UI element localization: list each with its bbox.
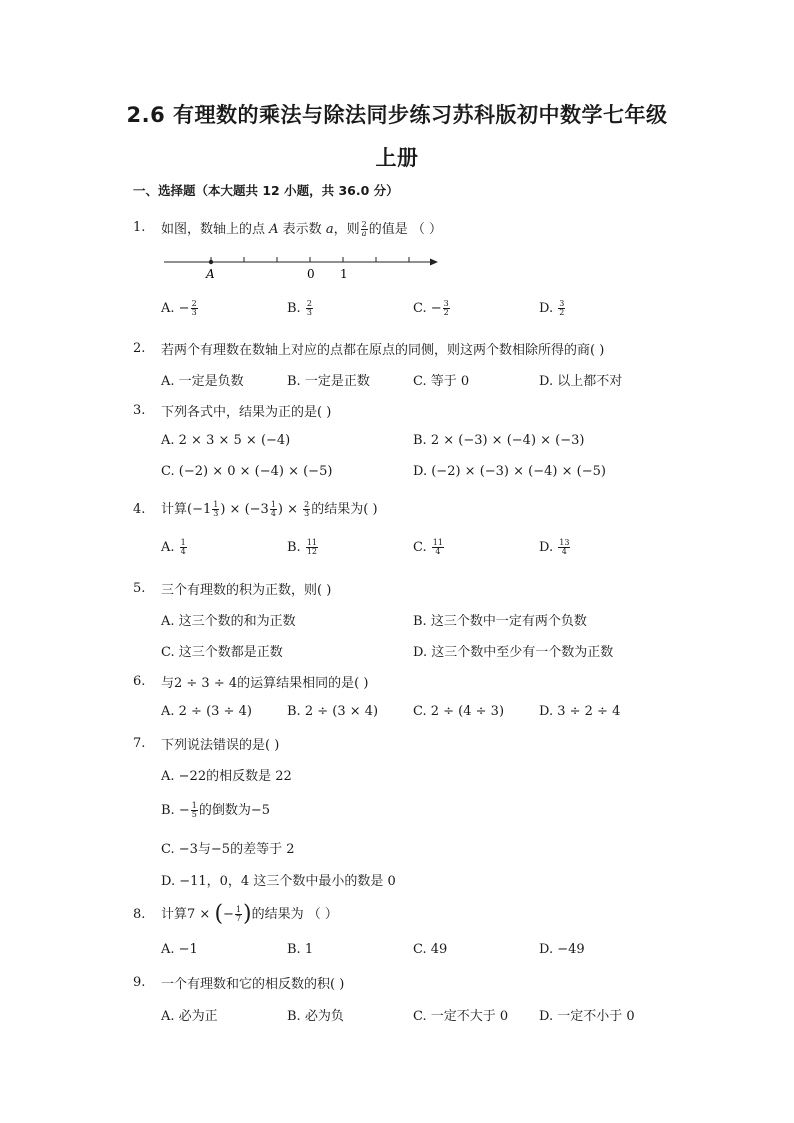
option-b[interactable]: B. 2 × (−3) × (−4) × (−3) bbox=[413, 433, 585, 448]
question-number: 1. bbox=[133, 220, 146, 235]
option-b[interactable]: B. − $\frac{1}{5}$ 的倒数为−5 bbox=[161, 801, 270, 819]
option-c[interactable]: C. −3与−5的差等于 2 bbox=[161, 842, 295, 857]
question-number: 8. bbox=[133, 907, 146, 922]
number-line bbox=[160, 252, 445, 284]
option-d[interactable]: D. $\frac{13}{4}$ bbox=[539, 538, 570, 556]
question-stem: 三个有理数的积为正数，则( ) bbox=[161, 583, 332, 598]
option-c[interactable]: C. 49 bbox=[413, 942, 448, 957]
option-b[interactable]: B. 2 ÷ (3 × 4) bbox=[287, 704, 379, 719]
option-c[interactable]: C. 这三个数都是正数 bbox=[161, 645, 283, 660]
option-d[interactable]: D. −11，0，4 这三个数中最小的数是 0 bbox=[161, 874, 396, 889]
option-b[interactable]: B. $\frac{11}{12}$ bbox=[287, 538, 318, 556]
question-stem: 若两个有理数在数轴上对应的点都在原点的同侧，则这两个数相除所得的商( ) bbox=[161, 343, 605, 358]
question-stem: 一个有理数和它的相反数的积( ) bbox=[161, 977, 345, 992]
option-d[interactable]: D. 以上都不对 bbox=[539, 374, 623, 389]
option-d[interactable]: D. $\frac{3}{2}$ bbox=[539, 299, 565, 317]
option-a[interactable]: A. 2 ÷ (3 ÷ 4) bbox=[161, 704, 252, 719]
option-a[interactable]: A. 2 × 3 × 5 × (−4) bbox=[161, 433, 291, 448]
option-a[interactable]: A. $\frac{1}{4}$ bbox=[161, 538, 186, 556]
option-a[interactable]: A. 这三个数的和为正数 bbox=[161, 614, 296, 629]
question-stem: 下列说法错误的是( ) bbox=[161, 738, 280, 753]
page-title-line2: 上册 bbox=[375, 146, 419, 170]
option-c[interactable]: C. (−2) × 0 × (−4) × (−5) bbox=[161, 464, 333, 479]
axis-label-zero: 0 bbox=[307, 267, 315, 281]
question-stem: 计算(−1 $\frac{1}{3}$ ) × (−3 $\frac{1}{4}$ ) × $\frac{2}{3}$ 的结果为( ) bbox=[161, 500, 378, 518]
option-a[interactable]: A. 一定是负数 bbox=[161, 374, 244, 389]
question-number: 6. bbox=[133, 674, 146, 689]
option-b[interactable]: B. 一定是正数 bbox=[287, 374, 370, 389]
option-c[interactable]: C. − $\frac{3}{2}$ bbox=[413, 299, 449, 317]
option-c[interactable]: C. 等于 0 bbox=[413, 374, 470, 389]
question-number: 3. bbox=[133, 403, 146, 418]
option-b[interactable]: B. 1 bbox=[287, 942, 314, 957]
option-d[interactable]: D. 一定不小于 0 bbox=[539, 1009, 635, 1024]
option-c[interactable]: C. 一定不大于 0 bbox=[413, 1009, 509, 1024]
point-a bbox=[209, 260, 213, 264]
question-stem: 计算7 × (− $\frac{1}{7}$ )的结果为 （ ） bbox=[161, 901, 338, 927]
question-stem: 下列各式中，结果为正的是( ) bbox=[161, 405, 332, 420]
option-c[interactable]: C. $\frac{11}{4}$ bbox=[413, 538, 443, 556]
question-number: 5. bbox=[133, 581, 146, 596]
question-number: 9. bbox=[133, 975, 146, 990]
option-d[interactable]: D. 3 ÷ 2 ÷ 4 bbox=[539, 704, 621, 719]
question-stem: 与2 ÷ 3 ÷ 4的运算结果相同的是( ) bbox=[161, 676, 369, 691]
question-stem: 如图，数轴上的点 A 表示数 a，则 $\frac{2}{a}$ 的值是 （ ） bbox=[161, 220, 442, 238]
question-number: 2. bbox=[133, 341, 146, 356]
option-d[interactable]: D. 这三个数中至少有一个数为正数 bbox=[413, 645, 614, 660]
option-b[interactable]: B. 必为负 bbox=[287, 1009, 344, 1024]
option-a[interactable]: A. 必为正 bbox=[161, 1009, 218, 1024]
option-b[interactable]: B. $\frac{2}{3}$ bbox=[287, 299, 312, 317]
question-number: 7. bbox=[133, 736, 146, 751]
question-number: 4. bbox=[133, 502, 146, 517]
option-c[interactable]: C. 2 ÷ (4 ÷ 3) bbox=[413, 704, 505, 719]
axis-label-a: A bbox=[206, 267, 215, 281]
arrow-right-icon bbox=[430, 259, 438, 266]
option-a[interactable]: A. −22的相反数是 22 bbox=[161, 769, 292, 784]
page-title: 2.6 有理数的乘法与除法同步练习苏科版初中数学七年级 bbox=[126, 103, 668, 127]
option-d[interactable]: D. −49 bbox=[539, 942, 585, 957]
axis-label-one: 1 bbox=[340, 267, 348, 281]
option-a[interactable]: A. −1 bbox=[161, 942, 198, 957]
option-d[interactable]: D. (−2) × (−3) × (−4) × (−5) bbox=[413, 464, 606, 479]
option-b[interactable]: B. 这三个数中一定有两个负数 bbox=[413, 614, 587, 629]
option-a[interactable]: A. − $\frac{2}{3}$ bbox=[161, 299, 197, 317]
section-heading: 一、选择题（本大题共 12 小题，共 36.0 分） bbox=[133, 183, 399, 198]
